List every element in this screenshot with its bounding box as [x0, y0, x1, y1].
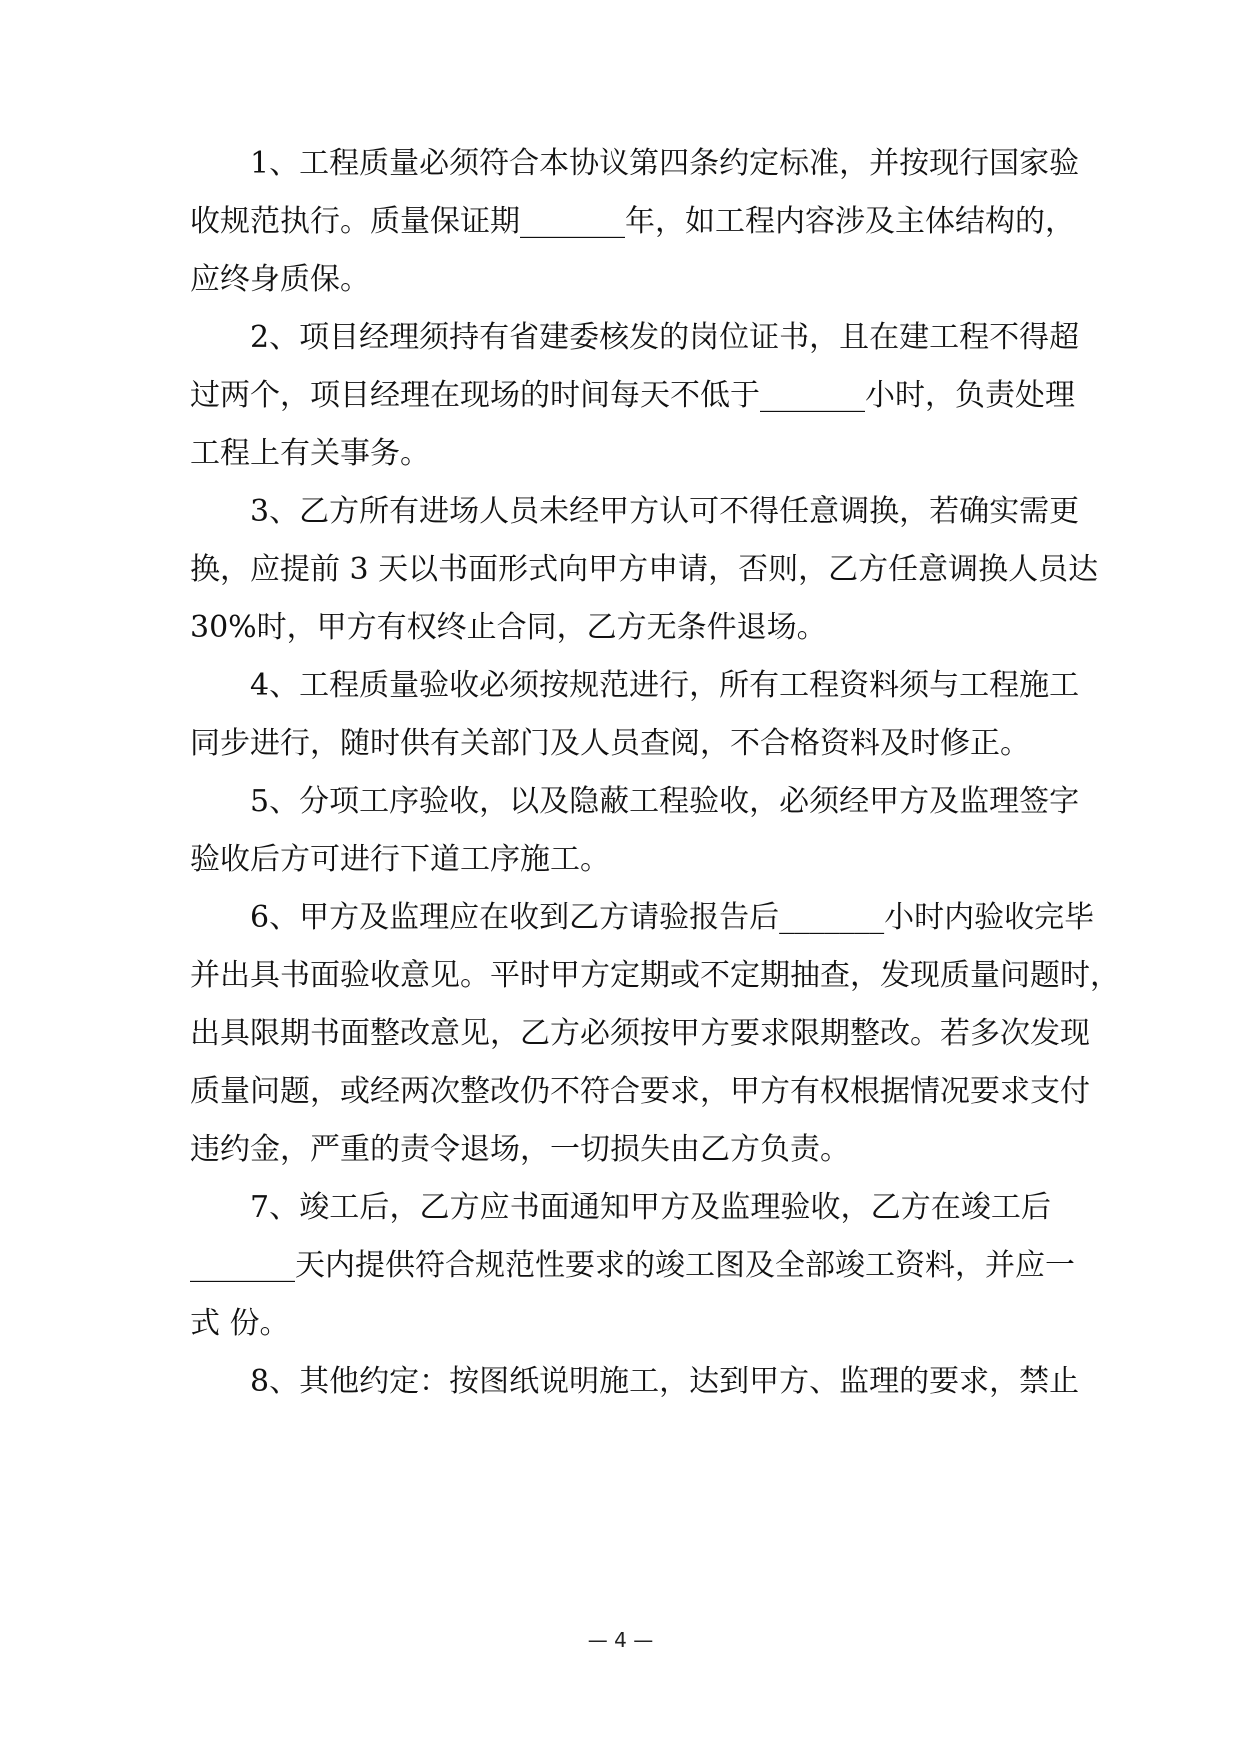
paragraph-1-line-3: 应终身质保。	[190, 262, 370, 297]
paragraph-1-line-1: 1、工程质量必须符合本协议第四条约定标准，并按现行国家验	[250, 146, 1080, 181]
paragraph-5-line-1: 5、分项工序验收，以及隐蔽工程验收，必须经甲方及监理签字	[250, 784, 1080, 819]
paragraph-5-line-2: 验收后方可进行下道工序施工。	[190, 842, 610, 877]
paragraph-2-line-1: 2、项目经理须持有省建委核发的岗位证书，且在建工程不得超	[250, 320, 1080, 355]
paragraph-8-line-1: 8、其他约定：按图纸说明施工，达到甲方、监理的要求，禁止	[250, 1364, 1080, 1399]
paragraph-6-line-4: 质量问题，或经两次整改仍不符合要求，甲方有权根据情况要求支付	[190, 1074, 1090, 1109]
paragraph-7-line-2: _______天内提供符合规范性要求的竣工图及全部竣工资料，并应一	[190, 1248, 1075, 1283]
paragraph-6-line-2: 并出具书面验收意见。平时甲方定期或不定期抽查，发现质量问题时，	[190, 958, 1120, 993]
paragraph-6-line-3: 出具限期书面整改意见，乙方必须按甲方要求限期整改。若多次发现	[190, 1016, 1090, 1051]
paragraph-6-line-1: 6、甲方及监理应在收到乙方请验报告后_______小时内验收完毕	[250, 900, 1095, 935]
paragraph-3-line-3: 30%时，甲方有权终止合同，乙方无条件退场。	[190, 610, 827, 645]
paragraph-4-line-2: 同步进行，随时供有关部门及人员查阅，不合格资料及时修正。	[190, 726, 1030, 761]
paragraph-6-line-5: 违约金，严重的责令退场，一切损失由乙方负责。	[190, 1132, 850, 1167]
paragraph-2-line-2: 过两个，项目经理在现场的时间每天不低于_______小时，负责处理	[190, 378, 1075, 413]
page-number: — 4 —	[587, 1628, 654, 1652]
paragraph-1-line-2: 收规范执行。质量保证期_______年，如工程内容涉及主体结构的，	[190, 204, 1075, 239]
paragraph-7-line-1: 7、竣工后，乙方应书面通知甲方及监理验收，乙方在竣工后	[250, 1190, 1051, 1225]
paragraph-7-line-3: 式 份。	[190, 1306, 290, 1341]
paragraph-3-line-2: 换，应提前 3 天以书面形式向甲方申请，否则，乙方任意调换人员达	[190, 552, 1099, 587]
paragraph-3-line-1: 3、乙方所有进场人员未经甲方认可不得任意调换，若确实需更	[250, 494, 1080, 529]
paragraph-4-line-1: 4、工程质量验收必须按规范进行，所有工程资料须与工程施工	[250, 668, 1080, 703]
paragraph-2-line-3: 工程上有关事务。	[190, 436, 430, 471]
